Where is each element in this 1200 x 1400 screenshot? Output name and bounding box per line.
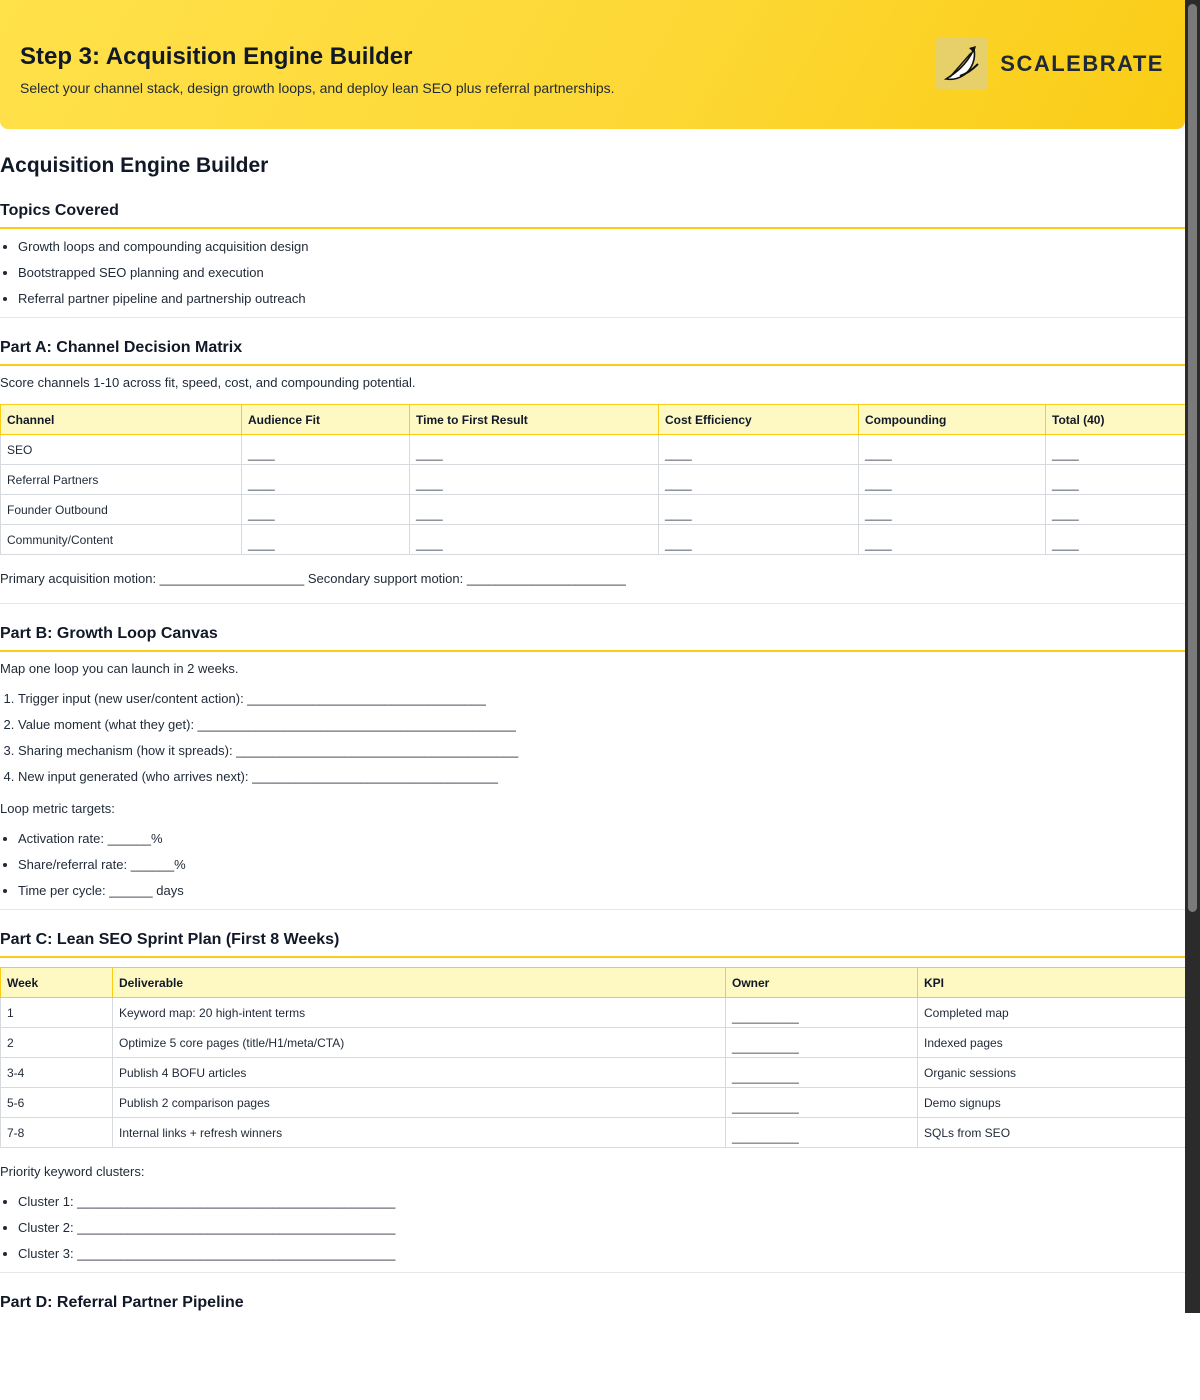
list-item: • Referral partner pipeline and partnership outreach <box>18 291 1185 307</box>
deliverable-cell: Keyword map: 20 high-intent terms <box>113 998 726 1028</box>
table-row <box>1 525 1186 555</box>
week-cell: 1 <box>1 998 113 1028</box>
table-row <box>1 1058 1186 1088</box>
score-blank: ____ <box>659 495 859 525</box>
list-item: 1. Trigger input (new user/content action): _________________________________ <box>18 691 1185 707</box>
kpi-cell: Indexed pages <box>918 1028 1186 1058</box>
list-item: • Bootstrapped SEO planning and execution <box>18 265 1185 281</box>
list-item: • Cluster 2: ____________________________________________ <box>18 1220 1185 1236</box>
kpi-cell: Completed map <box>918 998 1186 1028</box>
seo-sprint-table <box>0 967 1185 1148</box>
week-cell: 2 <box>1 1028 113 1058</box>
loop-steps-list <box>0 691 1185 785</box>
list-item: • Cluster 3: ____________________________________________ <box>18 1246 1185 1262</box>
rocket-feather-icon <box>936 38 988 90</box>
section-divider <box>0 909 1185 910</box>
owner-blank: __________ <box>726 1058 918 1088</box>
week-cell: 7-8 <box>1 1118 113 1148</box>
kpi-cell: Demo signups <box>918 1088 1186 1118</box>
channel-cell: Referral Partners <box>1 465 242 495</box>
clusters-label: Priority keyword clusters: <box>0 1164 145 1179</box>
deliverable-cell: Optimize 5 core pages (title/H1/meta/CTA) <box>113 1028 726 1058</box>
column-header: Deliverable <box>113 968 726 998</box>
brand <box>936 38 1164 90</box>
main-title: Acquisition Engine Builder <box>0 154 269 177</box>
column-header: Compounding <box>859 405 1046 435</box>
list-item: 4. New input generated (who arrives next): __________________________________ <box>18 769 1185 785</box>
score-blank: ____ <box>242 525 410 555</box>
part-b-section <box>0 624 1185 899</box>
column-header: Audience Fit <box>242 405 410 435</box>
deliverable-cell: Publish 4 BOFU articles <box>113 1058 726 1088</box>
topics-heading: Topics Covered <box>0 201 1185 229</box>
score-blank: ____ <box>659 525 859 555</box>
column-header: Cost Efficiency <box>659 405 859 435</box>
week-cell: 5-6 <box>1 1088 113 1118</box>
metrics-label: Loop metric targets: <box>0 801 115 816</box>
part-c-heading: Part C: Lean SEO Sprint Plan (First 8 Weeks) <box>0 930 1185 958</box>
page-header <box>0 0 1185 129</box>
column-header: Channel <box>1 405 242 435</box>
column-header: Time to First Result <box>410 405 659 435</box>
table-header-row <box>1 405 1186 435</box>
table-row <box>1 1028 1186 1058</box>
score-blank: ____ <box>859 525 1046 555</box>
scrollbar-thumb[interactable] <box>1188 4 1197 912</box>
owner-blank: __________ <box>726 1118 918 1148</box>
column-header: Owner <box>726 968 918 998</box>
score-blank: ____ <box>859 495 1046 525</box>
score-blank: ____ <box>410 525 659 555</box>
topics-list <box>0 239 1185 307</box>
week-cell: 3-4 <box>1 1058 113 1088</box>
section-divider <box>0 603 1185 604</box>
page-subtitle: Select your channel stack, design growth loops, and deploy lean SEO plus referral partnerships. <box>20 80 615 96</box>
total-blank: ____ <box>1046 525 1186 555</box>
column-header: Week <box>1 968 113 998</box>
channel-cell: SEO <box>1 435 242 465</box>
total-blank: ____ <box>1046 465 1186 495</box>
total-blank: ____ <box>1046 495 1186 525</box>
score-blank: ____ <box>859 435 1046 465</box>
list-item: • Share/referral rate: ______% <box>18 857 1185 873</box>
list-item: • Cluster 1: ____________________________________________ <box>18 1194 1185 1210</box>
part-a-section <box>0 338 1185 587</box>
score-blank: ____ <box>242 495 410 525</box>
table-row <box>1 1088 1186 1118</box>
list-item: • Growth loops and compounding acquisition design <box>18 239 1185 255</box>
score-blank: ____ <box>410 435 659 465</box>
score-blank: ____ <box>859 465 1046 495</box>
owner-blank: __________ <box>726 1088 918 1118</box>
total-blank: ____ <box>1046 435 1186 465</box>
score-blank: ____ <box>659 465 859 495</box>
channel-cell: Community/Content <box>1 525 242 555</box>
table-row <box>1 1118 1186 1148</box>
column-header: KPI <box>918 968 1186 998</box>
part-d-section <box>0 1293 1185 1313</box>
kpi-cell: SQLs from SEO <box>918 1118 1186 1148</box>
table-row <box>1 465 1186 495</box>
table-row <box>1 998 1186 1028</box>
metrics-list <box>0 831 1185 899</box>
motion-line: Primary acquisition motion: ____________________ Secondary support motion: ______________________ <box>0 571 626 586</box>
channel-cell: Founder Outbound <box>1 495 242 525</box>
section-divider <box>0 317 1185 318</box>
part-b-intro: Map one loop you can launch in 2 weeks. <box>0 661 239 676</box>
part-a-heading: Part A: Channel Decision Matrix <box>0 338 1185 366</box>
list-item: • Activation rate: ______% <box>18 831 1185 847</box>
score-blank: ____ <box>659 435 859 465</box>
deliverable-cell: Internal links + refresh winners <box>113 1118 726 1148</box>
page-title: Step 3: Acquisition Engine Builder <box>20 43 413 70</box>
score-blank: ____ <box>242 435 410 465</box>
score-blank: ____ <box>242 465 410 495</box>
part-c-section <box>0 930 1185 1262</box>
score-blank: ____ <box>410 465 659 495</box>
clusters-list <box>0 1194 1185 1262</box>
owner-blank: __________ <box>726 998 918 1028</box>
table-row <box>1 435 1186 465</box>
part-b-heading: Part B: Growth Loop Canvas <box>0 624 1185 652</box>
part-a-intro: Score channels 1-10 across fit, speed, cost, and compounding potential. <box>0 375 416 390</box>
table-row <box>1 495 1186 525</box>
list-item: • Time per cycle: ______ days <box>18 883 1185 899</box>
kpi-cell: Organic sessions <box>918 1058 1186 1088</box>
list-item: 2. Value moment (what they get): ____________________________________________ <box>18 717 1185 733</box>
deliverable-cell: Publish 2 comparison pages <box>113 1088 726 1118</box>
section-divider <box>0 1272 1185 1273</box>
owner-blank: __________ <box>726 1028 918 1058</box>
score-blank: ____ <box>410 495 659 525</box>
brand-name: SCALEBRATE <box>1000 51 1164 76</box>
list-item: 3. Sharing mechanism (how it spreads): _______________________________________ <box>18 743 1185 759</box>
part-d-heading: Part D: Referral Partner Pipeline <box>0 1293 1185 1313</box>
vertical-scrollbar[interactable] <box>1185 0 1200 1313</box>
column-header: Total (40) <box>1046 405 1186 435</box>
channel-matrix-table <box>0 404 1185 555</box>
table-header-row <box>1 968 1186 998</box>
topics-section <box>0 201 1185 307</box>
